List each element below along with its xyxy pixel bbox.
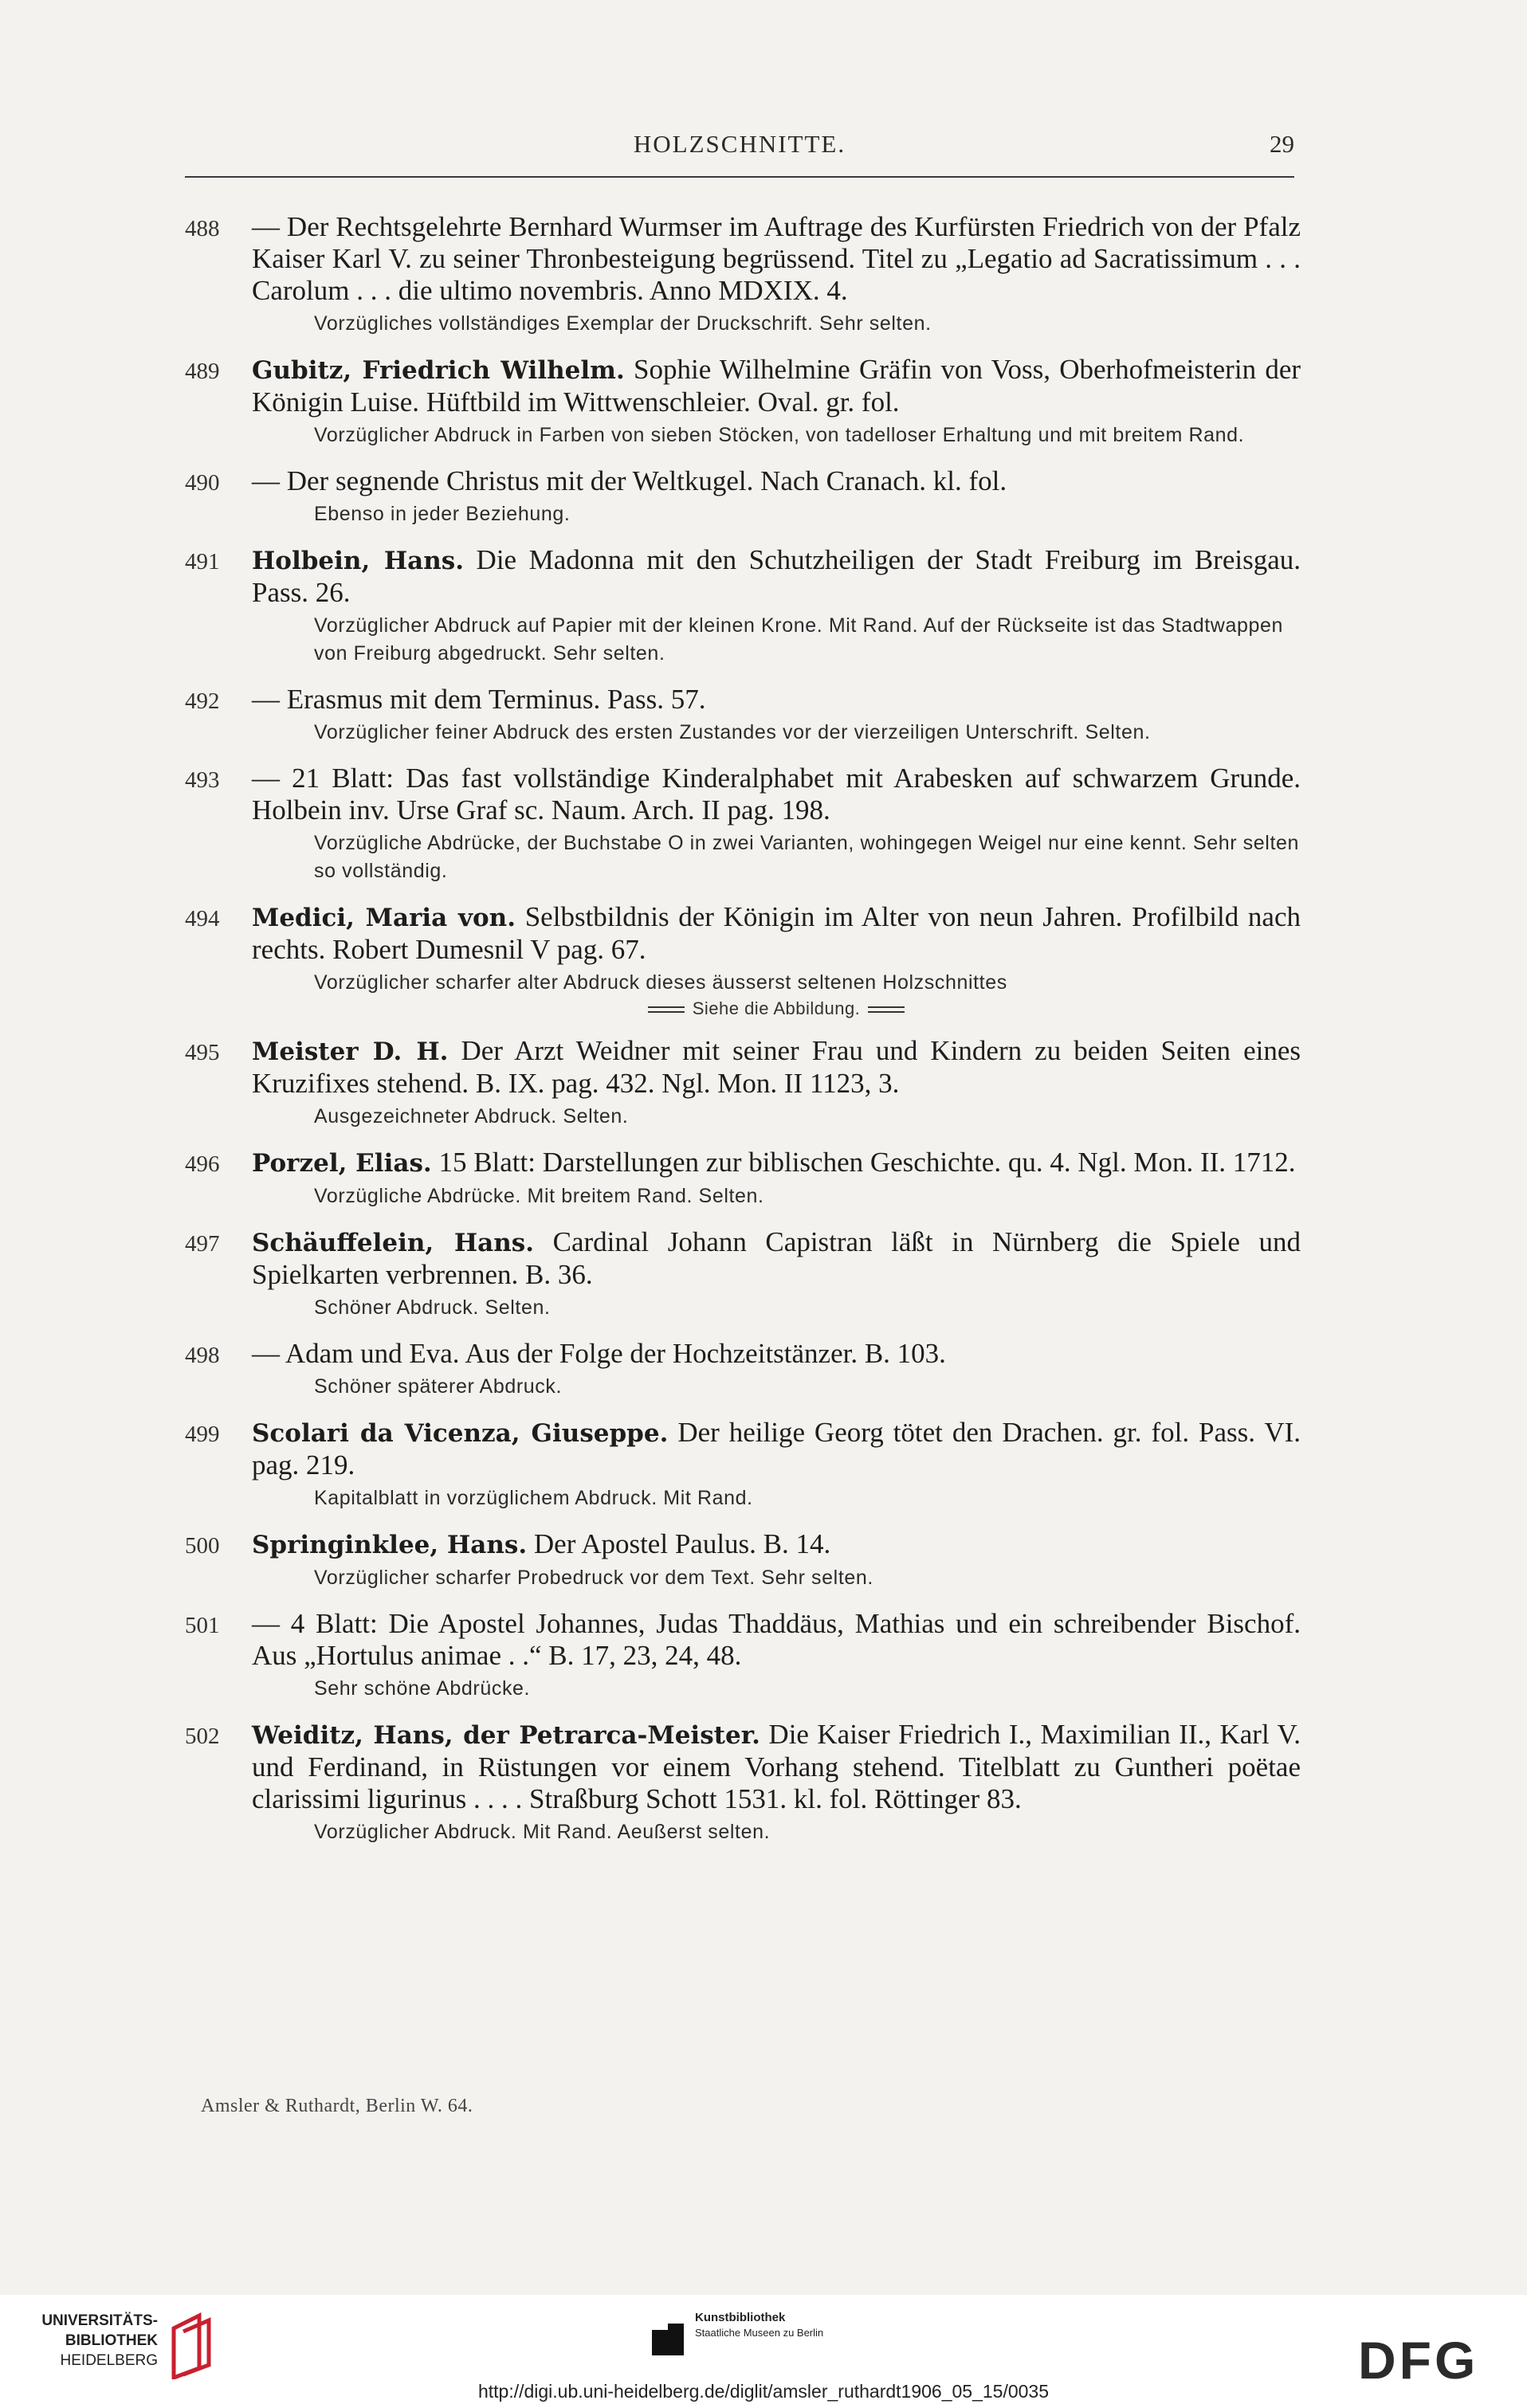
entry-text: — Der segnende Christus mit der Weltkugel. Nach Cranach. kl. fol. [252,465,1007,496]
entry-number: 489 [185,359,220,384]
entry-text: — 21 Blatt: Das fast vollständige Kinderalphabet mit Arabesken auf schwarzem Grunde. Holbein inv. Urse Graf sc. Naum. Arch. II pag. 198. [252,763,1301,826]
ub-line-3: HEIDELBERG [60,2352,158,2369]
catalogue-entry [185,1147,1301,1210]
catalogue-entry [185,211,1301,338]
entry-text: Der heilige Georg tötet den Drachen. gr. fol. Pass. VI. pag. 219. [252,1417,1301,1480]
entry-number: 497 [185,1231,220,1257]
printer-imprint: Amsler & Ruthardt, Berlin W. 64. [201,2096,473,2116]
entry-description [252,1528,1301,1561]
artist-name: Holbein, Hans. [252,547,464,575]
condition-note: Vorzüglicher Abdruck. Mit Rand. Aeußerst selten. [314,1821,771,1843]
catalogue-entries [185,211,1301,1862]
artist-name: Springinklee, Hans. [252,1531,528,1559]
ref-rule-left [648,1006,685,1013]
entry-description [252,465,1301,497]
ref-text: Siehe die Abbildung. [692,998,861,1018]
ub-heidelberg-logo[interactable] [22,2311,222,2383]
catalogue-entry [185,763,1301,885]
entry-description [252,1147,1301,1179]
catalogue-entry [185,684,1301,747]
dfg-logo[interactable]: DFG [1358,2331,1479,2390]
ref-rule-right [868,1006,905,1013]
condition-note: Vorzügliches vollständiges Exemplar der Druckschrift. Sehr selten. [314,312,932,335]
entry-number: 499 [185,1422,220,1447]
artist-name: Gubitz, Friedrich Wilhelm. [252,356,625,385]
entry-text: Der Arzt Weidner mit seiner Frau und Kindern zu beiden Seiten eines Kruzifixes stehend. B. IX. pag. 432. Ngl. Mon. II 1123, 3. [252,1035,1301,1099]
artist-name: Scolari da Vicenza, Giuseppe. [252,1419,669,1448]
entry-text: — Adam und Eva. Aus der Folge der Hochzeitstänzer. B. 103. [252,1338,946,1369]
ub-line-1: UNIVERSITÄTS- [41,2312,158,2329]
ub-line-2: BIBLIOTHEK [65,2332,158,2349]
entry-number: 490 [185,470,220,496]
entry-text: — 4 Blatt: Die Apostel Johannes, Judas Thaddäus, Mathias und ein schreibender Bischof. Aus „Hortulus animae . .“ B. 17, 23, 24, 48. [252,1608,1301,1671]
page-number: 29 [1270,130,1294,158]
catalogue-entry [185,1528,1301,1592]
entry-description [252,763,1301,826]
entry-number: 492 [185,688,220,714]
page-header [185,130,1294,170]
entry-description [252,1417,1301,1481]
catalogue-entry [185,354,1301,449]
artist-name: Medici, Maria von. [252,904,516,932]
artist-name: Weiditz, Hans, der Petrarca-Meister. [252,1721,760,1750]
catalogue-entry [185,1226,1301,1322]
entry-text: Die Madonna mit den Schutzheiligen der Stadt Freiburg im Breisgau. Pass. 26. [252,544,1301,608]
entry-description [252,1035,1301,1100]
entry-number: 488 [185,216,220,241]
entry-number: 501 [185,1613,220,1638]
condition-note: Vorzügliche Abdrücke, der Buchstabe O in zwei Varianten, wohingegen Weigel nur eine kennt. Sehr selten so vollständig. [314,832,1299,882]
ub-logo-text [22,2311,158,2371]
condition-note: Ausgezeichneter Abdruck. Selten. [314,1105,629,1128]
entry-text: Cardinal Johann Capistran läßt in Nürnberg die Spiele und Spielkarten verbrennen. B. 36. [252,1226,1301,1290]
catalogue-entry [185,1035,1301,1131]
running-title: HOLZSCHNITTE. [633,130,846,158]
condition-note: Sehr schöne Abdrücke. [314,1677,531,1700]
illustration-reference [252,998,1301,1019]
entry-number: 495 [185,1040,220,1065]
artist-name: Porzel, Elias. [252,1149,432,1178]
entry-text: Der Apostel Paulus. B. 14. [533,1528,831,1559]
entry-description [252,354,1301,418]
entry-text: 15 Blatt: Darstellungen zur biblischen Geschichte. qu. 4. Ngl. Mon. II. 1712. [438,1147,1296,1178]
kunstbibliothek-logo[interactable] [649,2309,904,2373]
ub-logo-icon [167,2312,218,2379]
entry-description [252,1226,1301,1291]
catalogue-entry [185,1338,1301,1401]
entry-description [252,1608,1301,1672]
entry-text: — Der Rechtsgelehrte Bernhard Wurmser im Auftrage des Kurfürsten Friedrich von der Pfalz Kaiser Karl V. zu seiner Thronbesteigung begrüssend. Titel zu „Legatio ad Sacratissimum . . . Carolum . . . die ultimo novembris. Anno MDXIX. 4. [252,211,1301,306]
footer-bar [0,2295,1527,2408]
entry-description [252,684,1301,716]
entry-description [252,211,1301,307]
condition-note: Ebenso in jeder Beziehung. [314,503,571,525]
kb-line-2: Staatliche Museen zu Berlin [695,2327,824,2339]
condition-note: Vorzüglicher feiner Abdruck des ersten Zustandes vor der vierzeiligen Unterschrift. Selten. [314,721,1151,743]
entry-number: 500 [185,1533,220,1559]
artist-name: Schäuffelein, Hans. [252,1229,534,1257]
entry-text: Die Kaiser Friedrich I., Maximilian II., Karl V. und Ferdinand, in Rüstungen vor einem Vorhang stehend. Titelblatt zu Guntheri poëtae clarissimi ligurinus . . . . Straßburg Schott 1531. kl. fol. Röttinger 83. [252,1719,1301,1814]
catalogue-entry [185,1417,1301,1512]
artist-name: Meister D. H. [252,1037,449,1066]
entry-number: 494 [185,906,220,931]
catalogue-entry [185,901,1301,1019]
entry-description [252,1338,1301,1370]
entry-description [252,1719,1301,1815]
entry-description [252,901,1301,966]
catalogue-entry [185,544,1301,668]
condition-note: Schöner späterer Abdruck. [314,1375,562,1398]
condition-note: Vorzügliche Abdrücke. Mit breitem Rand. Selten. [314,1185,764,1207]
condition-note: Vorzüglicher Abdruck in Farben von sieben Stöcken, von tadelloser Erhaltung und mit breitem Rand. [314,424,1245,446]
condition-note: Kapitalblatt in vorzüglichem Abdruck. Mit Rand. [314,1487,753,1509]
entry-text: — Erasmus mit dem Terminus. Pass. 57. [252,684,706,715]
condition-note: Vorzüglicher scharfer alter Abdruck dieses äusserst seltenen Holzschnittes [314,971,1007,994]
catalogue-entry [185,1719,1301,1846]
condition-note: Schöner Abdruck. Selten. [314,1296,551,1319]
kunstbibliothek-icon [649,2320,687,2359]
entry-number: 498 [185,1343,220,1368]
catalogue-entry [185,465,1301,528]
condition-note: Vorzüglicher Abdruck auf Papier mit der kleinen Krone. Mit Rand. Auf der Rückseite ist das Stadtwappen von Freiburg abgedruckt. Sehr selten. [314,614,1283,665]
kb-line-1: Kunstbibliothek [695,2311,786,2324]
permalink-url[interactable]: http://digi.ub.uni-heidelberg.de/diglit/amsler_ruthardt1906_05_15/0035 [477,2381,1050,2402]
entry-number: 502 [185,1724,220,1749]
entry-text: Sophie Wilhelmine Gräfin von Voss, Oberhofmeisterin der Königin Luise. Hüftbild im Wittwenschleier. Oval. gr. fol. [252,354,1301,418]
header-rule [185,176,1294,178]
condition-note: Vorzüglicher scharfer Probedruck vor dem Text. Sehr selten. [314,1567,873,1589]
entry-number: 496 [185,1151,220,1177]
entry-number: 493 [185,767,220,793]
entry-number: 491 [185,549,220,575]
entry-description [252,544,1301,609]
catalogue-entry [185,1608,1301,1703]
entry-text: Selbstbildnis der Königin im Alter von neun Jahren. Profilbild nach rechts. Robert Dumesnil V pag. 67. [252,901,1301,965]
